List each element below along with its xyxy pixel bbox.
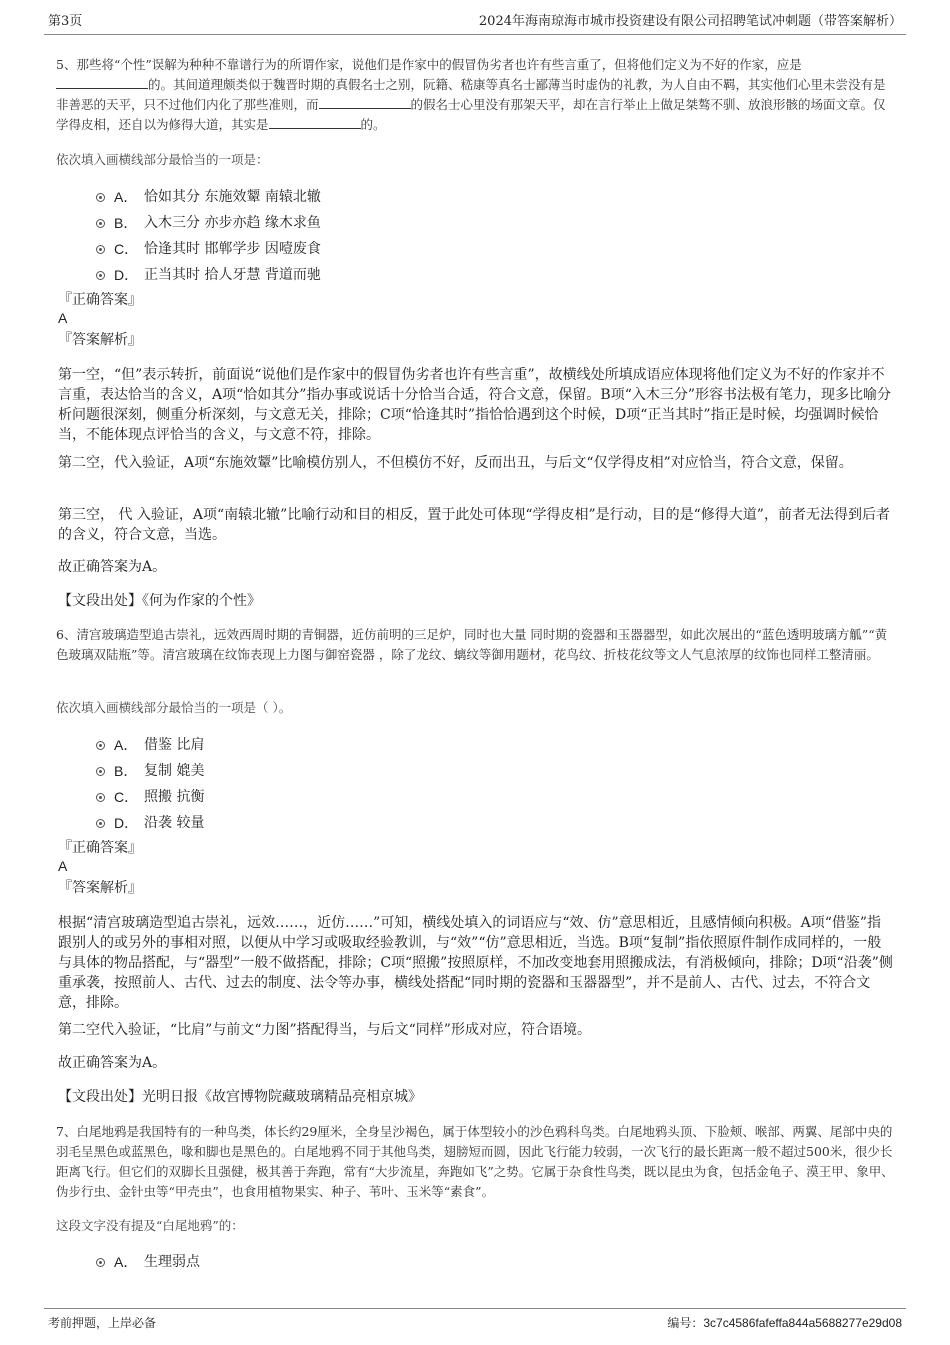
radio-icon[interactable] [96,1258,105,1267]
option-text: 复制 媲美 [144,763,205,779]
radio-icon[interactable] [96,271,105,280]
option-letter: D． [114,267,139,283]
analysis-label: 『答案解析』 [58,332,142,348]
option-text: 恰如其分 东施效颦 南辕北辙 [144,189,321,205]
analysis-paragraph: 第二空，代入验证，A项“东施效颦”比喻模仿别人，不但模仿不好，反而出丑，与后文“仅学得皮相”对应恰当，符合文意，保留。 [58,455,853,471]
radio-icon[interactable] [96,245,105,254]
option-b[interactable] [96,758,204,784]
question-5-text [56,55,894,135]
answer-blank [319,96,411,109]
page-footer [44,1308,906,1331]
document-code-label: 编号： [667,1316,704,1330]
option-letter: D． [114,815,139,831]
analysis-paragraph: 根据“清宫玻璃造型追古崇礼，远效……，近仿……”可知，横线处填入的词语应与“效、仿”意思相近，且感情倾向积极。A项“借鉴”指跟别人的或另外的事相对照，以便从中学习或吸取经验教训，与“效”“仿”意思相近，当选。B项“复制”指依照原件制作成同样的，一般与具体的物品搭配，与“器型”一般不做搭配，排除；C项“照搬”按照原样，不加改变地套用照搬成法，有消极倾向，排除；D项“沿袭”侧重承袭，按照前人、古代、过去的制度、法令等办事，横线处搭配“同时期的瓷器和玉器器型”，并不是前人、古代、过去，不符合文意，排除。 [58,915,893,1011]
answer-blank [56,76,148,89]
page-header [44,12,906,35]
option-text: 沿袭 较量 [144,815,205,831]
source-citation: 【文段出处】《何为作家的个性》 [58,593,261,609]
question-6-options [96,732,204,836]
option-text: 生理弱点 [144,1254,200,1270]
correct-answer-label: 『正确答案』 [58,292,142,308]
option-letter: C． [114,241,139,257]
answer-blank [269,116,361,129]
radio-icon[interactable] [96,819,105,828]
analysis-paragraph: 第一空，“但”表示转折，前面说“说他们是作家中的假冒伪劣者也许有些言重”，故横线处所填成语应体现将他们定义为不好的作家并不言重，表达恰当的含义，A项“恰如其分”指办事或说话十分恰当合适，符合文意，保留。B项“入木三分”形容书法极有笔力，现多比喻分析问题很深刻，侧重分析深刻，与文意无关，排除；C项“恰逢其时”指恰恰遇到这个时候，D项“正当其时”指正是时候，均强调时候恰当，不能体现点评恰当的含义，与文意不符，排除。 [58,367,892,443]
q5-text-part3: 的假名士心里没有那架天平，却在言行举止上做足桀骜不驯、放浪形骸的场面文章。仅学得皮相，还自以为修得大道，其实是 [56,97,886,132]
option-c[interactable] [96,236,321,262]
option-c[interactable] [96,784,204,810]
option-letter: B． [114,763,138,779]
radio-icon[interactable] [96,219,105,228]
correct-answer-label: 『正确答案』 [58,840,142,856]
source-citation: 【文段出处】光明日报《故宫博物院藏玻璃精品亮相京城》 [58,1089,422,1105]
option-text: 照搬 抗衡 [144,789,205,805]
radio-icon[interactable] [96,767,105,776]
q5-text-part4: 的。 [360,117,386,132]
question-6-prompt: 依次填入画横线部分最恰当的一项是（ ）。 [56,700,292,715]
correct-answer: A [58,858,68,874]
correct-answer: A [58,310,68,326]
option-letter: C． [114,789,139,805]
option-d[interactable] [96,810,204,836]
question-7-options [96,1249,200,1275]
question-7-text: 7、白尾地鸦是我国特有的一种鸟类，体长约29厘米，全身呈沙褐色，属于体型较小的沙色鸦科鸟类。白尾地鸦头顶、下脸颊、喉部、两翼、尾部中央的羽毛呈黑色或蓝黑色，喙和脚也是黑色的。白尾地鸦不同于其他鸟类，翅膀短而圆，因此飞行能力较弱，一次飞行的最长距离一般不超过500米，很少长距离飞行。但它们的双脚长且强健，极其善于奔跑，常有“大步流星，奔跑如飞”之势。它属于杂食性鸟类，既以昆虫为食，包括金龟子、漠王甲、象甲、伪步行虫、金针虫等“甲壳虫”，也食用植物果实、种子、苇叶、玉米等“素食”。 [56,1124,894,1199]
option-text: 借鉴 比肩 [144,737,205,753]
option-a[interactable] [96,184,321,210]
radio-icon[interactable] [96,741,105,750]
option-text: 恰逢其时 邯郸学步 因噎废食 [144,241,321,257]
analysis-conclusion: 故正确答案为A。 [58,1055,167,1071]
option-letter: B． [114,215,138,231]
q5-text-part1: 5、那些将“个性”误解为种种不靠谱行为的所谓作家，说他们是作家中的假冒伪劣者也许有些言重了，但将他们定义为不好的作家，应是 [56,57,802,72]
option-a[interactable] [96,732,204,758]
footer-slogan: 考前押题，上岸必备 [48,1316,157,1330]
question-7-prompt: 这段文字没有提及“白尾地鸦”的： [56,1218,244,1233]
option-text: 正当其时 拾人牙慧 背道而驰 [144,267,321,283]
document-title: 2024年海南琼海市城市投资建设有限公司招聘笔试冲刺题（带答案解析） [478,14,902,29]
analysis-paragraph: 第三空， 代 入验证，A项“南辕北辙”比喻行动和目的相反，置于此处可体现“学得皮相”是行动，目的是“修得大道”，前者无法得到后者的含义，符合文意，当选。 [58,507,890,543]
radio-icon[interactable] [96,793,105,802]
option-letter: A． [114,1254,138,1270]
option-a[interactable] [96,1249,200,1275]
document-code [667,1313,902,1333]
analysis-conclusion: 故正确答案为A。 [58,559,167,575]
option-text: 入木三分 亦步亦趋 缘木求鱼 [144,215,321,231]
question-5-options [96,184,321,288]
question-5-prompt: 依次填入画横线部分最恰当的一项是： [56,152,269,167]
analysis-label: 『答案解析』 [58,880,142,896]
page-number: 第3页 [48,14,83,29]
option-b[interactable] [96,210,321,236]
q5-text-part2: 的。其间道理颇类似于魏晋时期的真假名士之别，阮籍、嵇康等真名士鄙薄当时虚伪的礼教，为人自由不羁，其实他们心里未尝没有是非善恶的天平，只不过他们内化了那些准则，而 [56,77,886,112]
analysis-paragraph: 第二空代入验证，“比肩”与前文“力图”搭配得当，与后文“同样”形成对应，符合语境。 [58,1022,591,1038]
option-letter: A． [114,189,138,205]
option-d[interactable] [96,262,321,288]
document-code-value: 3c7c4586fafeffa844a5688277e29d08 [703,1316,902,1330]
option-letter: A． [114,737,138,753]
question-6-text: 6、清宫玻璃造型追古崇礼，远效西周时期的青铜器，近仿前明的三足炉，同时也大量 同时期的瓷器和玉器器型，如此次展出的“蓝色透明玻璃方觚”“黄色玻璃双陆瓶”等。清宫玻璃在纹饰表现上力图与御窑瓷器 ，除了龙纹、螭纹等御用题材，花鸟纹、折枝花纹等文人气息浓厚的纹饰也同样工整清丽。 [56,627,888,662]
radio-icon[interactable] [96,193,105,202]
